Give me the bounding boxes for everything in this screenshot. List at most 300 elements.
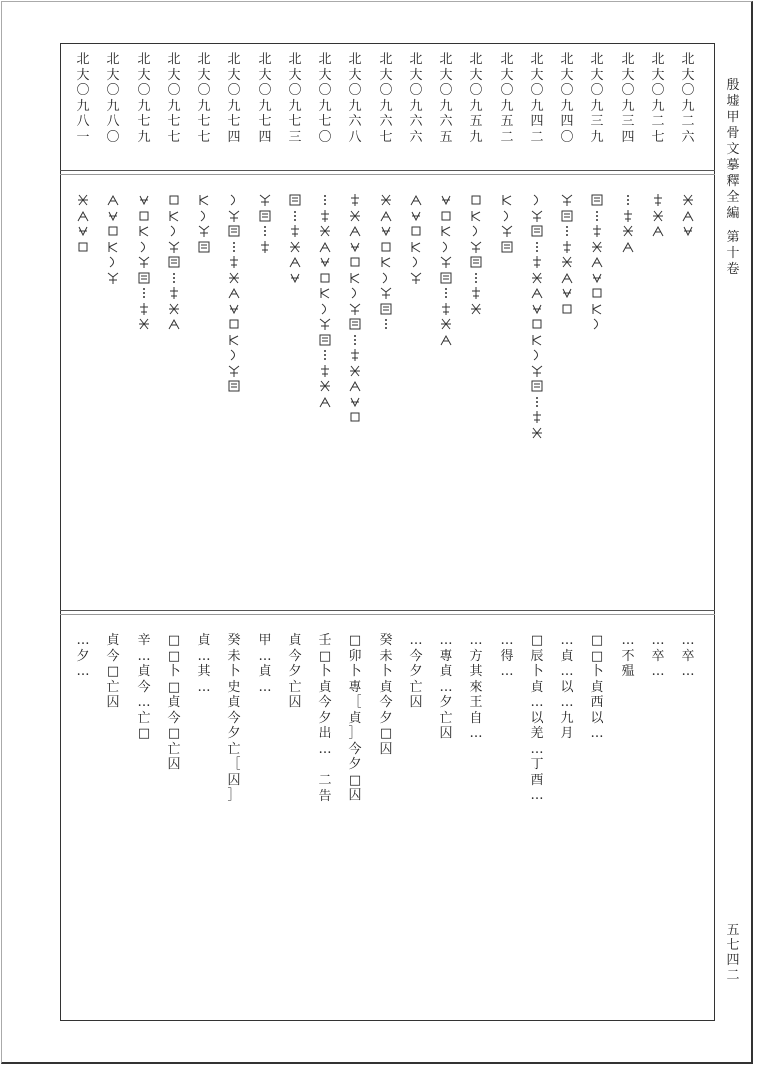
oracle-glyph-icon	[439, 332, 453, 348]
transcription-char: …	[439, 679, 453, 695]
entry-number-char: 〇	[318, 83, 332, 98]
transcription-char: …	[530, 741, 544, 757]
oracle-glyph-icon	[530, 316, 544, 332]
entry-number-char: 七	[167, 114, 181, 129]
transcription-char: 不	[621, 648, 635, 664]
oracle-glyph-icon	[318, 192, 332, 208]
entry-number-char: 大	[500, 67, 514, 83]
oracle-glyph-icon	[530, 192, 544, 208]
entry-number-char: 二	[500, 129, 514, 145]
transcription-char: 今	[318, 695, 332, 710]
oracle-glyph-icon	[197, 239, 211, 255]
oracle-glyph-icon	[530, 394, 544, 410]
title-char: 墟	[726, 94, 740, 109]
entry-number-char: 〇	[681, 83, 695, 98]
transcription-char: 卜	[379, 664, 393, 679]
modern-transcription	[526, 633, 548, 804]
transcription-char: 卒	[681, 648, 695, 664]
transcription-char: 壬	[318, 633, 332, 648]
entry-number-char: 北	[167, 52, 181, 67]
title-char: 甲	[726, 110, 740, 125]
entry-number-char: 大	[590, 67, 604, 83]
oracle-glyph-icon	[530, 208, 544, 224]
transcription-char: …	[197, 679, 211, 695]
rubbing-transcription	[677, 192, 699, 239]
entry-number-char: 〇	[469, 83, 483, 98]
entry-number-char: 六	[379, 114, 393, 129]
rubbing-transcription	[284, 192, 306, 285]
rubbing-transcription	[223, 192, 245, 394]
transcription-char: 貞	[227, 695, 241, 710]
oracle-glyph-icon	[288, 223, 302, 239]
entry-number-char: 〇	[560, 129, 574, 145]
transcription-char: □	[590, 633, 604, 648]
entry-number-char: 五	[469, 114, 483, 129]
entry-number-char: 九	[681, 98, 695, 114]
oracle-glyph-icon	[318, 378, 332, 394]
book-title-vertical	[722, 78, 744, 222]
oracle-glyph-icon	[348, 332, 362, 348]
transcription-char: 亡	[439, 710, 453, 726]
oracle-glyph-icon	[590, 223, 604, 239]
entry-number-char: 九	[137, 98, 151, 114]
oracle-glyph-icon	[530, 223, 544, 239]
oracle-glyph-icon	[227, 208, 241, 224]
transcription-char: 未	[379, 648, 393, 664]
entry-number-char: 九	[258, 98, 272, 114]
oracle-glyph-icon	[530, 409, 544, 425]
entry-number-char: 北	[500, 52, 514, 67]
transcription-char: 亡	[167, 741, 181, 757]
oracle-glyph-icon	[227, 239, 241, 255]
oracle-glyph-icon	[318, 301, 332, 317]
transcription-char: 卜	[348, 664, 362, 679]
transcription-char: 亡	[288, 679, 302, 695]
entry-number-char: 大	[409, 67, 423, 83]
oracle-glyph-icon	[137, 208, 151, 224]
transcription-char: 夕	[379, 710, 393, 726]
oracle-glyph-icon	[469, 223, 483, 239]
entry-number-char: 七	[137, 114, 151, 129]
rubbing-transcription	[617, 192, 639, 254]
title-char: 釋	[726, 174, 740, 189]
entry-number-char: 大	[288, 67, 302, 83]
oracle-glyph-icon	[348, 394, 362, 410]
entry-number-char: 九	[530, 98, 544, 114]
entry-number-char: 四	[530, 114, 544, 129]
oracle-glyph-icon	[469, 192, 483, 208]
entry-number-char: 北	[560, 52, 574, 67]
oracle-glyph-icon	[469, 270, 483, 286]
rubbing-transcription	[193, 192, 215, 254]
transcription-char: 貞	[258, 664, 272, 679]
transcription-char: 貞	[379, 679, 393, 695]
transcription-char: 月	[560, 726, 574, 741]
rubbing-transcription	[72, 192, 94, 254]
entry-number-char: 北	[76, 52, 90, 67]
oracle-glyph-icon	[288, 192, 302, 208]
transcription-char: …	[76, 664, 90, 679]
oracle-glyph-icon	[469, 254, 483, 270]
entry-number-char: 九	[167, 98, 181, 114]
oracle-glyph-icon	[500, 239, 514, 255]
entry-number-char: 北	[651, 52, 665, 67]
oracle-glyph-icon	[379, 270, 393, 286]
entry-number-char: 北	[258, 52, 272, 67]
entry-number-char: 北	[106, 52, 120, 67]
transcription-char: 酉	[530, 772, 544, 788]
entry-number-char: 〇	[621, 83, 635, 98]
transcription-char: …	[590, 726, 604, 741]
entry-number-char: 七	[227, 114, 241, 129]
oracle-glyph-icon	[409, 192, 423, 208]
entry-number-char: 〇	[167, 83, 181, 98]
transcription-char: 未	[227, 648, 241, 664]
entry-number-char: 六	[439, 114, 453, 129]
transcription-char: 西	[590, 695, 604, 710]
transcription-char: 專	[348, 679, 362, 695]
oracle-glyph-icon	[167, 285, 181, 301]
transcription-char: 亡	[227, 741, 241, 757]
rubbing-transcription	[647, 192, 669, 239]
oracle-glyph-icon	[197, 208, 211, 224]
entry-number-char: 〇	[106, 129, 120, 145]
transcription-char	[314, 765, 336, 773]
oracle-glyph-icon	[651, 208, 665, 224]
entry-number-char: 北	[530, 52, 544, 67]
transcription-char: …	[409, 633, 423, 648]
entry-number-char: 七	[288, 114, 302, 129]
oracle-glyph-icon	[439, 270, 453, 286]
oracle-glyph-icon	[530, 254, 544, 270]
transcription-char: …	[197, 648, 211, 664]
oracle-glyph-icon	[167, 316, 181, 332]
transcription-char: 辛	[137, 633, 151, 648]
entry-number	[496, 52, 518, 145]
transcription-char: 丁	[530, 757, 544, 772]
transcription-char: 告	[318, 788, 332, 804]
entry-number-char: 大	[379, 67, 393, 83]
entry-number	[72, 52, 94, 145]
running-title	[722, 78, 744, 278]
oracle-glyph-icon	[439, 208, 453, 224]
entry-number-char: 六	[409, 129, 423, 145]
entry-number-char: 六	[409, 114, 423, 129]
rubbing-transcription	[435, 192, 457, 347]
oracle-glyph-icon	[288, 270, 302, 286]
oracle-glyph-icon	[379, 301, 393, 317]
modern-transcription	[223, 633, 245, 804]
transcription-char: 貞	[348, 710, 362, 726]
divider-middle-double	[60, 614, 715, 615]
oracle-glyph-icon	[621, 239, 635, 255]
modern-transcription	[465, 633, 487, 742]
entry-number-char: 九	[227, 98, 241, 114]
title-char: 殷	[726, 78, 740, 93]
entry-number-char: 四	[258, 129, 272, 145]
transcription-char: 自	[469, 710, 483, 726]
volume-char: 卷	[726, 262, 740, 277]
entry-number-char: 〇	[409, 83, 423, 98]
entry-number-char: 四	[560, 114, 574, 129]
oracle-glyph-icon	[379, 239, 393, 255]
entry-number-char: 九	[348, 98, 362, 114]
entry-number	[223, 52, 245, 145]
entry-number-char: 北	[318, 52, 332, 67]
entry-number-char: 九	[469, 129, 483, 145]
oracle-glyph-icon	[409, 270, 423, 286]
oracle-glyph-icon	[227, 301, 241, 317]
entry-number	[284, 52, 306, 145]
transcription-char: □	[348, 633, 362, 648]
oracle-glyph-icon	[137, 223, 151, 239]
transcription-char: …	[651, 664, 665, 679]
entry-number-char: 五	[439, 129, 453, 145]
transcription-char: 囚	[106, 695, 120, 710]
modern-transcription	[314, 633, 336, 804]
entry-number	[375, 52, 397, 145]
oracle-glyph-icon	[137, 301, 151, 317]
transcription-char: 其	[197, 664, 211, 679]
transcription-char: 以	[530, 710, 544, 726]
oracle-glyph-icon	[348, 363, 362, 379]
entry-number-char: 九	[469, 98, 483, 114]
entry-number	[163, 52, 185, 145]
transcription-char: 今	[167, 710, 181, 726]
transcription-char: 亡	[137, 710, 151, 726]
transcription-char: …	[500, 633, 514, 648]
oracle-glyph-icon	[590, 239, 604, 255]
oracle-glyph-icon	[167, 254, 181, 270]
transcription-char: 貞	[318, 679, 332, 695]
oracle-glyph-icon	[560, 192, 574, 208]
entry-number-char: 〇	[288, 83, 302, 98]
oracle-glyph-icon	[621, 223, 635, 239]
oracle-glyph-icon	[409, 208, 423, 224]
entry-number-char: 大	[681, 67, 695, 83]
rubbing-transcription	[314, 192, 336, 409]
transcription-char: 夕	[348, 757, 362, 772]
entry-number-char: 北	[621, 52, 635, 67]
oracle-glyph-icon	[318, 223, 332, 239]
divider-top	[60, 170, 715, 171]
oracle-glyph-icon	[106, 223, 120, 239]
oracle-glyph-icon	[500, 208, 514, 224]
oracle-glyph-icon	[348, 223, 362, 239]
oracle-glyph-icon	[167, 223, 181, 239]
rubbing-transcription	[586, 192, 608, 332]
oracle-glyph-icon	[106, 270, 120, 286]
content-frame	[60, 43, 715, 1021]
entry-number-char: 八	[348, 129, 362, 145]
oracle-glyph-icon	[651, 192, 665, 208]
transcription-char: 夕	[288, 664, 302, 679]
oracle-glyph-icon	[681, 208, 695, 224]
entry-number-char: 九	[439, 98, 453, 114]
oracle-glyph-icon	[469, 301, 483, 317]
page-number-char: 二	[726, 968, 740, 983]
oracle-glyph-icon	[590, 301, 604, 317]
entry-number-char: 大	[76, 67, 90, 83]
oracle-glyph-icon	[409, 254, 423, 270]
transcription-char: 囚	[227, 772, 241, 788]
entry-number-char: 〇	[227, 83, 241, 98]
transcription-char: 貞	[137, 664, 151, 679]
transcription-char: 貞	[530, 679, 544, 695]
divider-middle	[60, 610, 715, 611]
entry-number-char: 九	[379, 98, 393, 114]
transcription-char: 囚	[439, 726, 453, 741]
transcription-char: 來	[469, 679, 483, 695]
oracle-glyph-icon	[379, 192, 393, 208]
modern-transcription	[677, 633, 699, 680]
transcription-char: …	[530, 695, 544, 710]
entry-number-char: 七	[197, 129, 211, 145]
oracle-glyph-icon	[560, 254, 574, 270]
entry-number	[586, 52, 608, 145]
oracle-glyph-icon	[530, 347, 544, 363]
entry-number-char: 〇	[379, 83, 393, 98]
transcription-char: 王	[469, 695, 483, 710]
entry-number-char: 二	[530, 129, 544, 145]
oracle-glyph-icon	[227, 347, 241, 363]
modern-transcription	[375, 633, 397, 757]
oracle-glyph-icon	[318, 394, 332, 410]
oracle-glyph-icon	[530, 285, 544, 301]
entry-number-char: 〇	[76, 83, 90, 98]
transcription-char: …	[76, 633, 90, 648]
transcription-char: 辰	[530, 648, 544, 664]
oracle-glyph-icon	[227, 254, 241, 270]
transcription-char: 得	[500, 648, 514, 664]
entry-number-char: 北	[681, 52, 695, 67]
page-number	[722, 923, 744, 983]
transcription-char: 癸	[379, 633, 393, 648]
entry-number	[465, 52, 487, 145]
entry-number-char: 七	[318, 114, 332, 129]
transcription-char: □	[137, 726, 151, 741]
entry-number	[526, 52, 548, 145]
transcription-char: 以	[560, 679, 574, 695]
oracle-glyph-icon	[439, 316, 453, 332]
entry-number-char: 大	[560, 67, 574, 83]
transcription-char: 今	[137, 679, 151, 695]
oracle-glyph-icon	[560, 208, 574, 224]
entry-number-char: 大	[348, 67, 362, 83]
entry-number-char: 大	[621, 67, 635, 83]
oracle-glyph-icon	[137, 316, 151, 332]
transcription-char: □	[167, 633, 181, 648]
entry-number-char: 九	[409, 98, 423, 114]
entry-number-char: 六	[681, 129, 695, 145]
entry-number-char: 大	[167, 67, 181, 83]
oracle-glyph-icon	[348, 378, 362, 394]
transcription-char: 方	[469, 648, 483, 664]
transcription-char: 囚	[348, 788, 362, 803]
oracle-glyph-icon	[530, 301, 544, 317]
oracle-glyph-icon	[288, 239, 302, 255]
entry-number-char: 七	[258, 114, 272, 129]
transcription-char: 卜	[530, 664, 544, 679]
modern-transcription	[435, 633, 457, 742]
oracle-glyph-icon	[439, 223, 453, 239]
transcription-char: 貞	[197, 633, 211, 648]
entry-number-char: 九	[651, 98, 665, 114]
modern-transcription	[344, 633, 366, 804]
entry-number-char: 〇	[258, 83, 272, 98]
transcription-char: …	[621, 633, 635, 648]
transcription-char: …	[258, 648, 272, 664]
entry-number	[647, 52, 669, 145]
rubbing-transcription	[344, 192, 366, 425]
title-char: 摹	[726, 158, 740, 173]
oracle-glyph-icon	[621, 192, 635, 208]
entry-number-char: 〇	[590, 83, 604, 98]
oracle-glyph-icon	[560, 239, 574, 255]
transcription-char: …	[651, 633, 665, 648]
oracle-glyph-icon	[227, 192, 241, 208]
oracle-glyph-icon	[379, 285, 393, 301]
entry-number-char: 七	[651, 129, 665, 145]
oracle-glyph-icon	[348, 301, 362, 317]
transcription-char: □	[167, 679, 181, 695]
oracle-glyph-icon	[379, 208, 393, 224]
entry-number-char: 〇	[318, 129, 332, 145]
oracle-glyph-icon	[167, 208, 181, 224]
oracle-glyph-icon	[560, 301, 574, 317]
transcription-char: 夕	[76, 648, 90, 664]
modern-transcription	[133, 633, 155, 742]
modern-transcription	[647, 633, 669, 680]
transcription-char: …	[560, 664, 574, 679]
oracle-glyph-icon	[560, 285, 574, 301]
oracle-glyph-icon	[106, 208, 120, 224]
oracle-glyph-icon	[348, 285, 362, 301]
oracle-glyph-icon	[560, 223, 574, 239]
rubbing-transcription	[163, 192, 185, 332]
transcription-char: 亡	[409, 679, 423, 695]
oracle-glyph-icon	[379, 254, 393, 270]
oracle-glyph-icon	[197, 192, 211, 208]
transcription-char: □	[167, 726, 181, 741]
transcription-char: □	[379, 726, 393, 741]
entry-number-char: 九	[500, 98, 514, 114]
entry-number-char: 大	[469, 67, 483, 83]
entry-number-char: 〇	[106, 83, 120, 98]
oracle-glyph-icon	[469, 239, 483, 255]
oracle-glyph-icon	[318, 285, 332, 301]
entry-number-char: 三	[590, 114, 604, 129]
oracle-glyph-icon	[348, 239, 362, 255]
oracle-glyph-icon	[681, 223, 695, 239]
transcription-char: ］	[227, 788, 241, 803]
modern-transcription	[254, 633, 276, 695]
transcription-char: 貞	[167, 695, 181, 710]
entry-number-char: 三	[621, 114, 635, 129]
page-number-char: 七	[726, 938, 740, 953]
entry-number-char: 大	[197, 67, 211, 83]
entry-number	[133, 52, 155, 145]
entry-number-char: 大	[439, 67, 453, 83]
oracle-glyph-icon	[469, 208, 483, 224]
entry-number-char: 大	[651, 67, 665, 83]
rubbing-transcription	[133, 192, 155, 332]
transcription-char: 二	[318, 773, 332, 788]
entry-number-char: 三	[288, 129, 302, 145]
entry-number-char: 六	[348, 114, 362, 129]
oracle-glyph-icon	[106, 254, 120, 270]
entry-number-char: 北	[590, 52, 604, 67]
